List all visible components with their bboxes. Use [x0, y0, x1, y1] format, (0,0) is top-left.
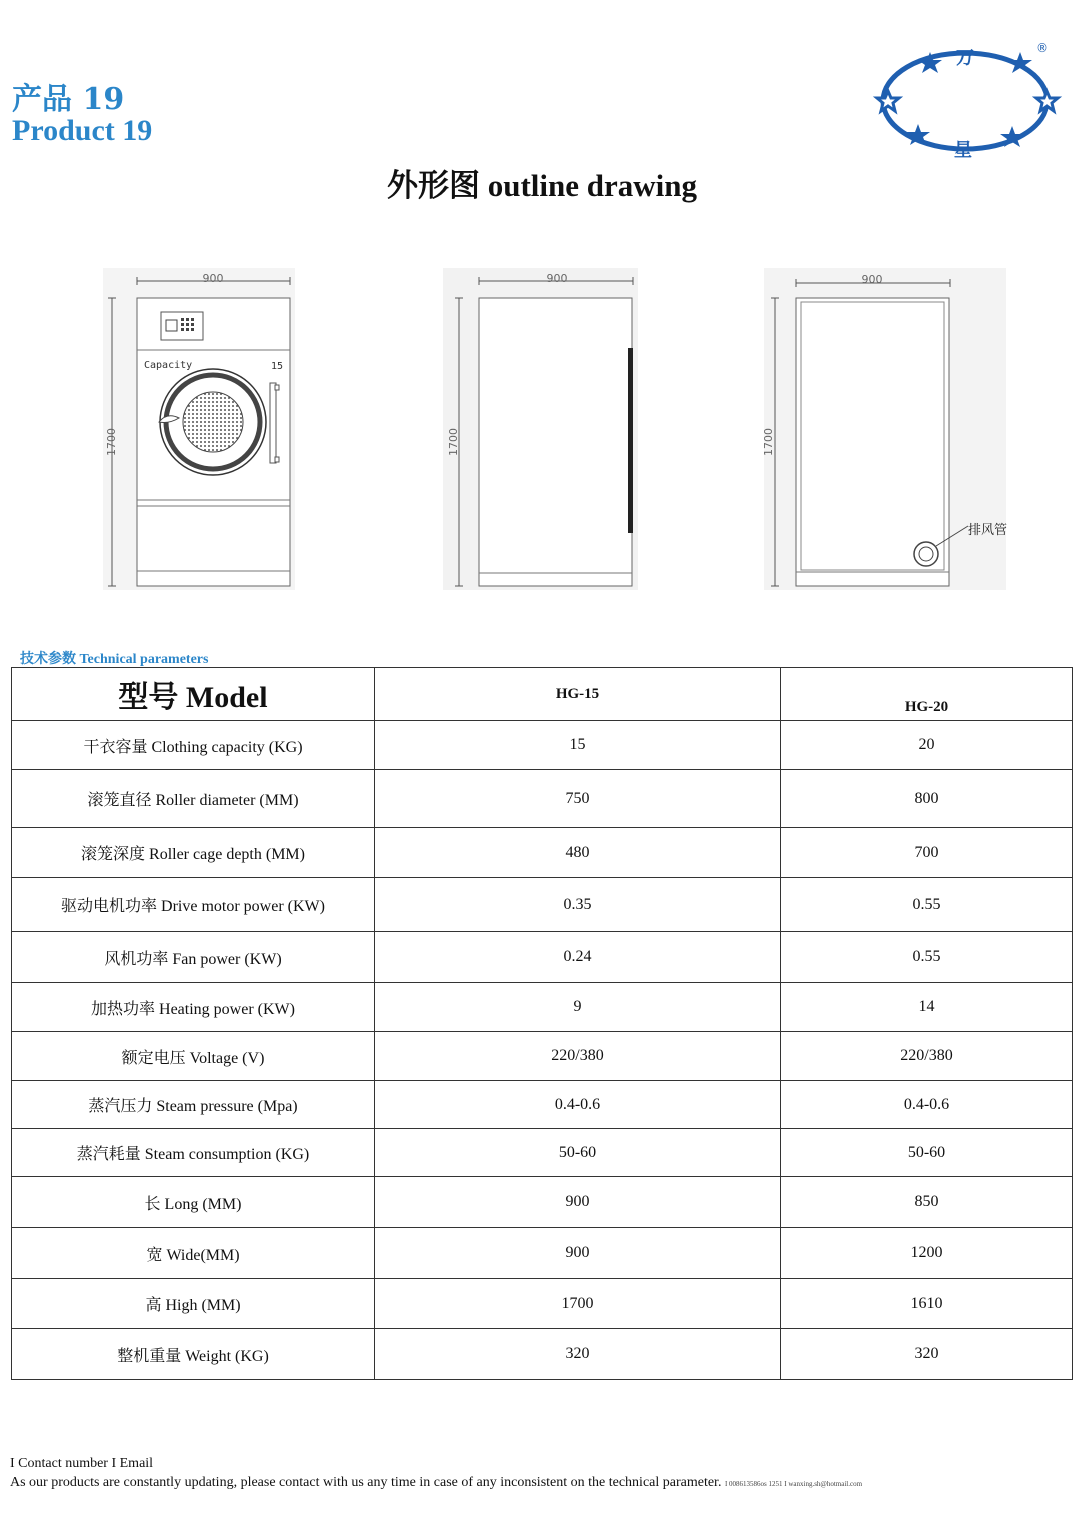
hg-15-value-cell: 220/380 — [375, 1032, 781, 1081]
capacity-label: Capacity — [144, 360, 193, 371]
table-row — [12, 1032, 1073, 1081]
footer-disclaimer-text: As our products are constantly updating, please contact with us any time in case of any inconsistent on the technical parameter. — [10, 1475, 722, 1490]
table-row — [12, 983, 1073, 1032]
table-row — [12, 770, 1073, 828]
exhaust-pipe-label: 排风管 — [968, 523, 1008, 538]
hg-20-value-cell: 50-60 — [781, 1129, 1073, 1177]
hg-20-value-cell: 14 — [781, 983, 1073, 1032]
back-width-label: 900 — [861, 273, 883, 286]
hg-15-value-cell: 480 — [375, 828, 781, 878]
param-label-cell: 蒸汽耗量 Steam consumption (KG) — [12, 1129, 375, 1177]
hg-20-value-cell: 20 — [781, 721, 1073, 770]
table-row — [12, 1279, 1073, 1329]
param-label-cell: 加热功率 Heating power (KW) — [12, 983, 375, 1032]
param-label-cell: 干衣容量 Clothing capacity (KG) — [12, 721, 375, 770]
outline-heading: 外形图 outline drawing — [386, 168, 698, 203]
hg-15-value-cell: 0.4-0.6 — [375, 1081, 781, 1129]
technical-parameters-label: 技术参数 Technical parameters — [20, 652, 209, 667]
front-height-label: 1700 — [105, 428, 118, 456]
param-label-cell: 驱动电机功率 Drive motor power (KW) — [12, 878, 375, 932]
footer-contact-details: I 008613586os 1251 I wanxing.sh@hotmail.com — [724, 1480, 863, 1488]
param-label-cell: 滚笼深度 Roller cage depth (MM) — [12, 828, 375, 878]
front-width-label: 900 — [202, 272, 224, 285]
hg-15-value-cell: 0.35 — [375, 878, 781, 932]
table-row — [12, 828, 1073, 878]
hg-15-value-cell: 0.24 — [375, 932, 781, 983]
table-row — [12, 1081, 1073, 1129]
param-label-cell: 长 Long (MM) — [12, 1177, 375, 1228]
hg-15-value-cell: 900 — [375, 1177, 781, 1228]
table-row — [12, 721, 1073, 770]
side-height-label: 1700 — [447, 428, 460, 456]
footer-disclaimer — [10, 1473, 862, 1494]
hg-15-value-cell: 9 — [375, 983, 781, 1032]
hg-20-value-cell: 0.4-0.6 — [781, 1081, 1073, 1129]
param-label-cell: 风机功率 Fan power (KW) — [12, 932, 375, 983]
table-row — [12, 1177, 1073, 1228]
side-view-drawing — [443, 268, 638, 590]
hg-15-value-cell: 320 — [375, 1329, 781, 1380]
hg-20-value-cell: 0.55 — [781, 878, 1073, 932]
front-view-drawing — [103, 268, 295, 590]
param-label-cell: 滚笼直径 Roller diameter (MM) — [12, 770, 375, 828]
param-label-cell: 额定电压 Voltage (V) — [12, 1032, 375, 1081]
table-row — [12, 1228, 1073, 1279]
footer — [10, 1454, 862, 1494]
hg-20-value-cell: 320 — [781, 1329, 1073, 1380]
param-label-cell: 宽 Wide(MM) — [12, 1228, 375, 1279]
product-title-cn: 产品 19 — [12, 82, 125, 117]
table-header-row — [12, 668, 1073, 721]
hg-20-value-cell: 1610 — [781, 1279, 1073, 1329]
side-width-label: 900 — [546, 272, 568, 285]
param-label-cell: 蒸汽压力 Steam pressure (Mpa) — [12, 1081, 375, 1129]
footer-contact-heading: I Contact number I Email — [10, 1456, 154, 1471]
table-row — [12, 1329, 1073, 1380]
header-model: 型号 Model — [12, 668, 375, 721]
hg-15-value-cell: 1700 — [375, 1279, 781, 1329]
hg-20-value-cell: 850 — [781, 1177, 1073, 1228]
table-row — [12, 932, 1073, 983]
brand-logo-icon — [872, 38, 1062, 163]
capacity-value: 15 — [271, 361, 284, 372]
product-title-en: Product 19 — [12, 114, 153, 147]
hg-15-value-cell: 900 — [375, 1228, 781, 1279]
back-height-label: 1700 — [762, 428, 775, 456]
param-label-cell: 高 High (MM) — [12, 1279, 375, 1329]
header-hg-15: HG-15 — [375, 668, 781, 721]
logo-text-top: 万 — [956, 48, 974, 69]
hg-20-value-cell: 0.55 — [781, 932, 1073, 983]
table-row — [12, 1129, 1073, 1177]
hg-15-value-cell: 750 — [375, 770, 781, 828]
param-label-cell: 整机重量 Weight (KG) — [12, 1329, 375, 1380]
hg-20-value-cell: 1200 — [781, 1228, 1073, 1279]
hg-20-value-cell: 700 — [781, 828, 1073, 878]
hg-20-value-cell: 220/380 — [781, 1032, 1073, 1081]
header-hg-20: HG-20 — [781, 668, 1073, 721]
back-view-drawing — [764, 268, 1006, 590]
hg-15-value-cell: 15 — [375, 721, 781, 770]
table-row — [12, 878, 1073, 932]
hg-15-value-cell: 50-60 — [375, 1129, 781, 1177]
technical-parameters-table — [11, 667, 1073, 1380]
registered-mark: ® — [1036, 41, 1048, 55]
hg-20-value-cell: 800 — [781, 770, 1073, 828]
logo-text-bottom: 星 — [954, 140, 972, 161]
